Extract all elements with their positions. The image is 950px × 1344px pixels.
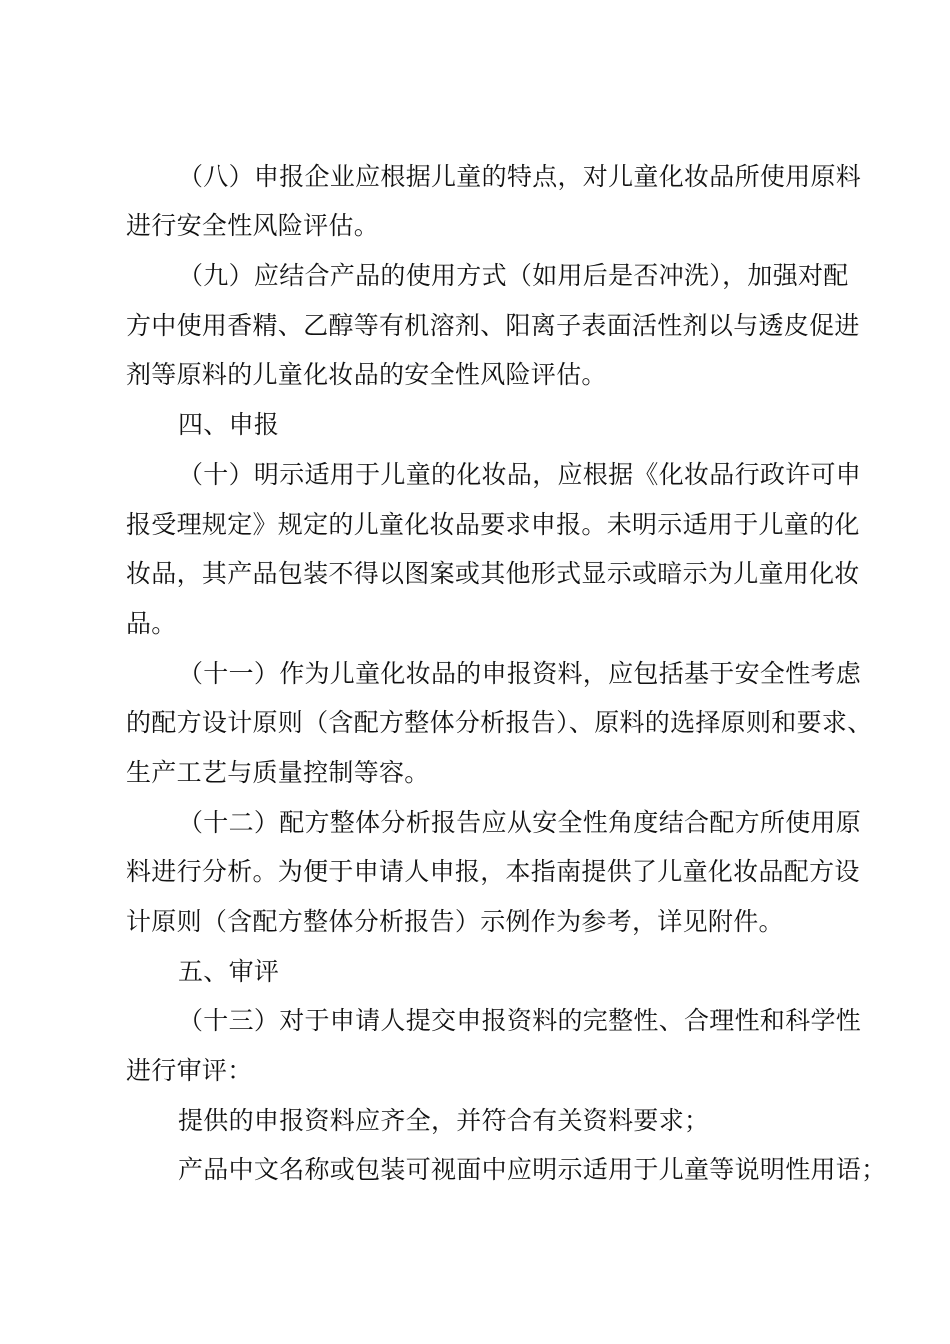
paragraph-12-line-1: （十二）配方整体分析报告应从安全性角度结合配方所使用原 — [178, 808, 862, 837]
paragraph-10-line-1: （十）明示适用于儿童的化妆品，应根据《化妆品行政许可申 — [178, 460, 862, 489]
paragraph-9-line-1: （九）应结合产品的使用方式（如用后是否冲洗），加强对配 — [178, 261, 849, 290]
review-item-1: 提供的申报资料应齐全，并符合有关资料要求； — [178, 1106, 710, 1135]
paragraph-12-line-2: 料进行分析。为便于申请人申报，本指南提供了儿童化妆品配方设 — [126, 857, 860, 886]
paragraph-10-line-2: 报受理规定》规定的儿童化妆品要求申报。未明示适用于儿童的化 — [126, 510, 860, 539]
section-heading-4: 四、申报 — [178, 410, 280, 439]
paragraph-12-line-3: 计原则（含配方整体分析报告）示例作为参考，详见附件。 — [126, 907, 784, 936]
paragraph-10-line-4: 品。 — [126, 609, 177, 638]
paragraph-8-line-1: （八）申报企业应根据儿童的特点，对儿童化妆品所使用原料 — [178, 162, 862, 191]
paragraph-10-line-3: 妆品，其产品包装不得以图案或其他形式显示或暗示为儿童用化妆 — [126, 559, 860, 588]
review-item-2: 产品中文名称或包装可视面中应明示适用于儿童等说明性用语； — [178, 1155, 887, 1184]
paragraph-11-line-2: 的配方设计原则（含配方整体分析报告）、原料的选择原则和要求、 — [126, 708, 873, 737]
paragraph-8-line-2: 进行安全性风险评估。 — [126, 211, 380, 240]
paragraph-13-line-1: （十三）对于申请人提交申报资料的完整性、合理性和科学性 — [178, 1006, 862, 1035]
paragraph-11-line-1: （十一）作为儿童化妆品的申报资料，应包括基于安全性考虑 — [178, 659, 862, 688]
paragraph-13-line-2: 进行审评： — [126, 1056, 253, 1085]
section-heading-5: 五、审评 — [178, 957, 280, 986]
paragraph-9-line-2: 方中使用香精、乙醇等有机溶剂、阳离子表面活性剂以与透皮促进 — [126, 311, 860, 340]
paragraph-9-line-3: 剂等原料的儿童化妆品的安全性风险评估。 — [126, 360, 607, 389]
paragraph-11-line-3: 生产工艺与质量控制等容。 — [126, 758, 430, 787]
